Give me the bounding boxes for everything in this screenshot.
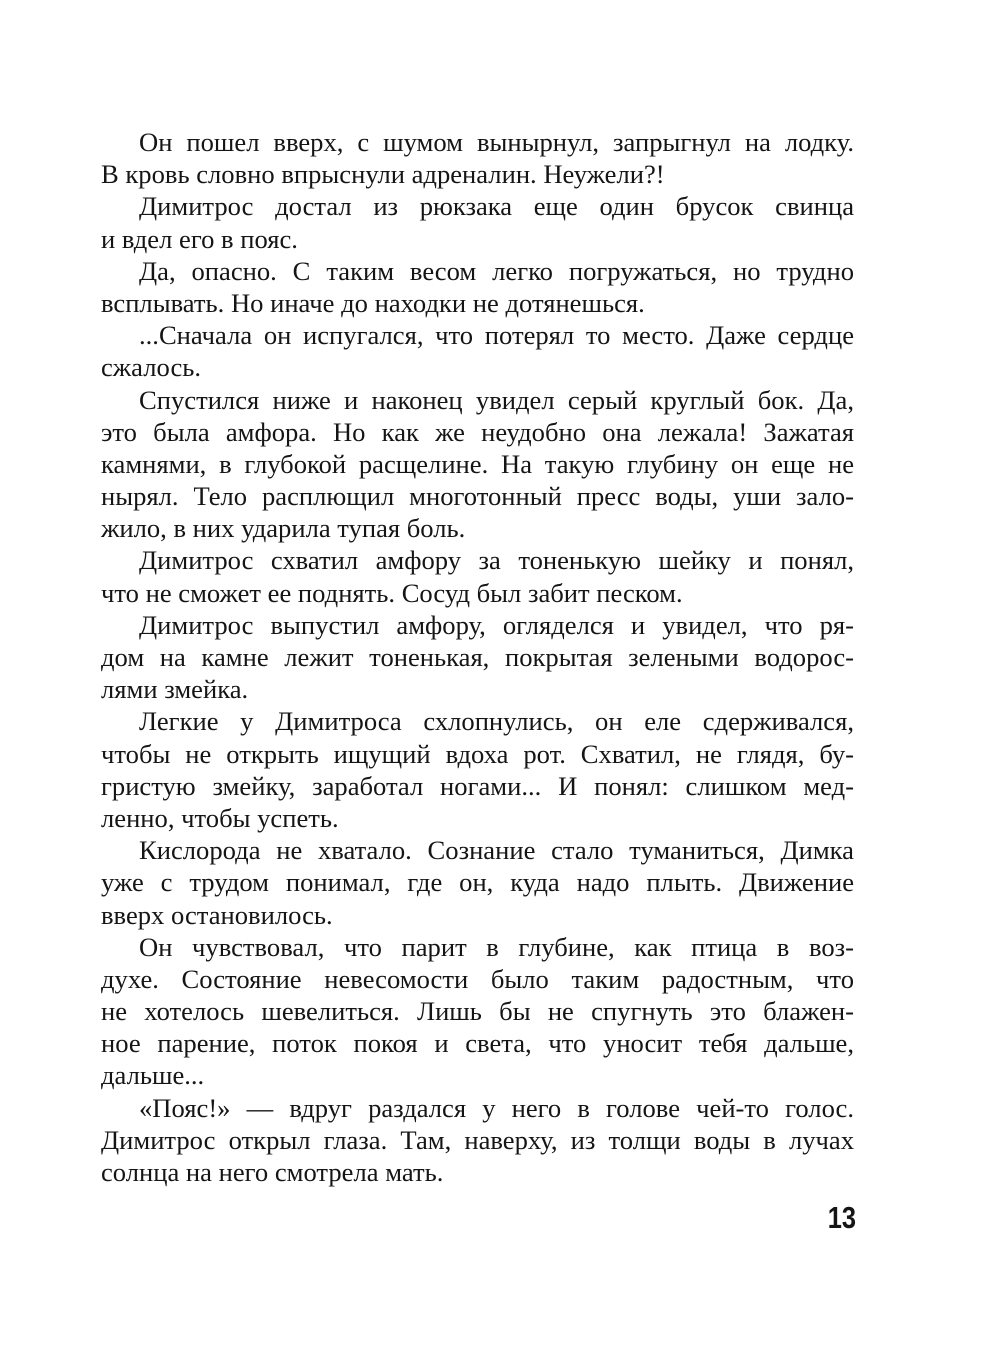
paragraph <box>101 609 854 706</box>
text-line: всплывать. Но иначе до находки не дотянешься. <box>101 287 645 318</box>
text-line: ...Сначала он испугался, что потерял то место. Даже сердце <box>139 320 854 351</box>
paragraph <box>101 834 854 931</box>
text-line: что не сможет ее поднять. Сосуд был забит песком. <box>101 577 683 608</box>
text-line: ленно, чтобы успеть. <box>101 802 339 833</box>
text-line: Он чувствовал, что парит в глубине, как птица в воз- <box>139 931 854 962</box>
paragraph <box>101 384 854 545</box>
paragraph <box>101 319 854 383</box>
text-line: Кислорода не хватало. Сознание стало туманиться, Димка <box>139 835 854 866</box>
text-line: «Пояс!» — вдруг раздался у него в голове чей-то голос. <box>139 1092 854 1123</box>
text-line: Димитрос выпустил амфору, огляделся и увидел, что ря- <box>139 609 854 640</box>
text-line: Он пошел вверх, с шумом вынырнул, запрыгнул на лодку. <box>139 127 854 157</box>
text-line: Да, опасно. С таким весом легко погружаться, но трудно <box>139 255 854 286</box>
text-line: уже с трудом понимал, где он, куда надо плыть. Движение <box>101 867 854 898</box>
text-line: и вдел его в пояс. <box>101 223 298 254</box>
paragraph <box>101 1092 854 1189</box>
paragraph <box>101 255 854 319</box>
text-line: лями змейка. <box>101 674 249 705</box>
text-line: солнца на него смотрела мать. <box>101 1157 444 1187</box>
text-line: дальше... <box>101 1060 205 1091</box>
text-line: духе. Состояние невесомости было таким радостным, что <box>101 963 854 994</box>
text-line: ное парение, поток покоя и света, что уносит тебя дальше, <box>101 1028 854 1059</box>
text-line: гристую змейку, заработал ногами... И понял: слишком мед- <box>101 770 854 801</box>
text-line: не хотелось шевелиться. Лишь бы не спугнуть это блажен- <box>101 996 854 1027</box>
text-line: это была амфора. Но как же неудобно она лежала! Зажатая <box>101 416 854 447</box>
paragraph <box>101 126 854 190</box>
text-line: вверх остановилось. <box>101 899 333 930</box>
body-text <box>101 126 854 1188</box>
text-line: камнями, в глубокой расщелине. На такую глубину он еще не <box>101 448 854 479</box>
text-line: дом на камне лежит тоненькая, покрытая зелеными водорос- <box>101 642 854 672</box>
text-line: жило, в них ударила тупая боль. <box>101 513 466 544</box>
text-line: Димитрос открыл глаза. Там, наверху, из толщи воды в лучах <box>101 1124 854 1155</box>
text-line: нырял. Тело расплющил многотонный пресс воды, уши зало- <box>101 481 854 512</box>
text-line: Димитрос достал из рюкзака еще один брусок свинца <box>139 191 854 222</box>
text-line: Спустился ниже и наконец увидел серый круглый бок. Да, <box>139 384 854 415</box>
text-line: сжалось. <box>101 352 202 383</box>
text-line: чтобы не открыть ищущий вдоха рот. Схватил, не глядя, бу- <box>101 738 854 769</box>
paragraph <box>101 931 854 1092</box>
page-number: 13 <box>827 1200 856 1235</box>
text-line: Легкие у Димитроса схлопнулись, он еле сдерживался, <box>139 706 854 737</box>
paragraph <box>101 190 854 254</box>
text-line: Димитрос схватил амфору за тоненькую шейку и понял, <box>139 545 854 576</box>
paragraph <box>101 705 854 834</box>
paragraph <box>101 544 854 608</box>
text-line: В кровь словно впрыснули адреналин. Неужели?! <box>101 159 665 190</box>
